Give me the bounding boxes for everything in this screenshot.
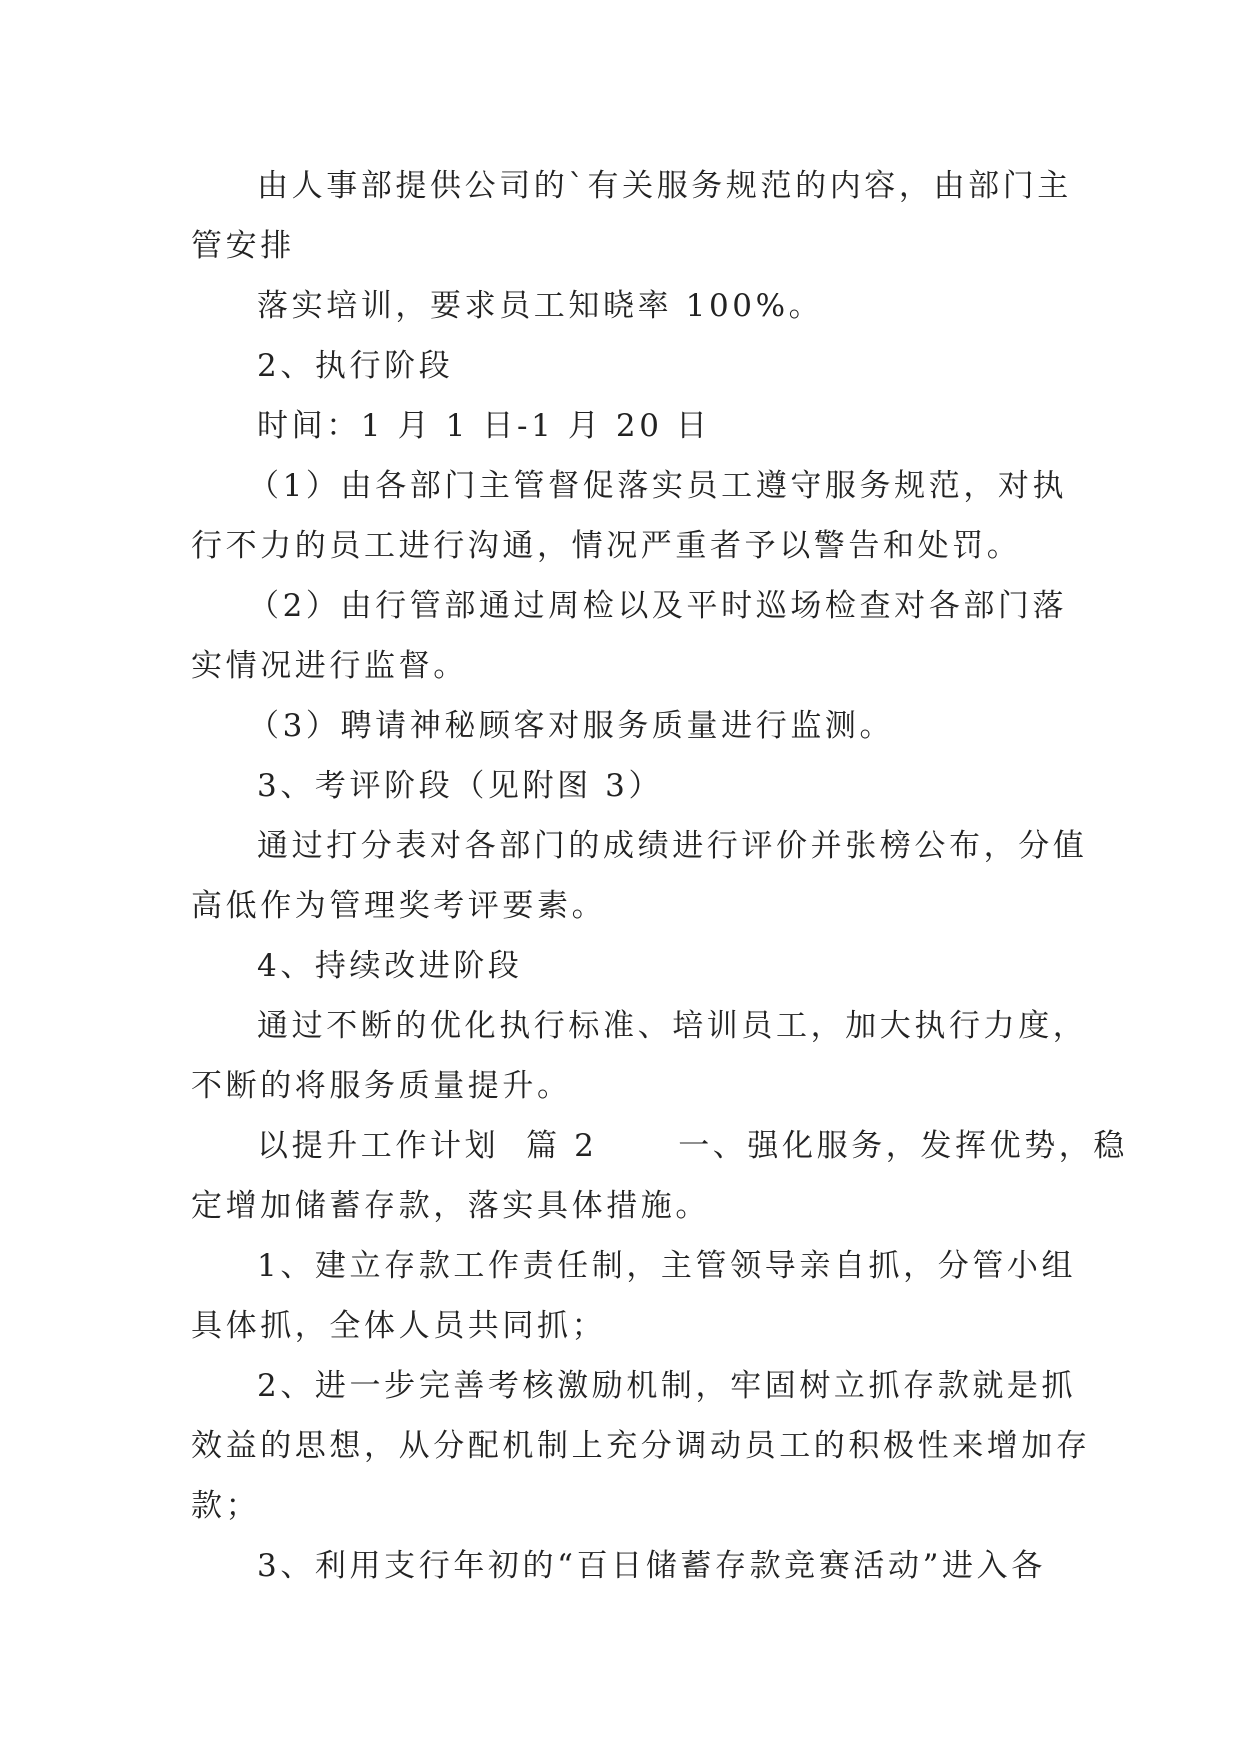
section-heading: 4、持续改进阶段 [257,948,523,984]
paragraph-line: （1）由各部门主管督促落实员工遵守服务规范，对执 [248,468,1068,504]
paragraph-line: 定增加储蓄存款，落实具体措施。 [191,1188,710,1224]
paragraph-line: 高低作为管理奖考评要素。 [191,888,607,924]
paragraph-line: （2）由行管部通过周检以及平时巡场检查对各部门落 [248,588,1068,624]
paragraph-line: （3）聘请神秘顾客对服务质量进行监测。 [248,708,895,744]
paragraph-line: 实情况进行监督。 [191,648,468,684]
paragraph-line: 不断的将服务质量提升。 [191,1068,572,1104]
section-heading: 2、执行阶段 [257,348,454,384]
paragraph-line: 款； [191,1488,261,1524]
paragraph-line: 时间：1 月 1 日-1 月 20 日 [257,408,711,444]
paragraph-line: 由人事部提供公司的`有关服务规范的内容，由部门主 [257,168,1072,204]
paragraph-line: 1、建立存款工作责任制，主管领导亲自抓，分管小组 [257,1248,1077,1284]
paragraph-line: 管安排 [191,228,295,264]
paragraph-line: 具体抓，全体人员共同抓； [191,1308,607,1344]
section-heading: 3、考评阶段（见附图 3） [257,768,664,804]
paragraph-line: 效益的思想，从分配机制上充分调动员工的积极性来增加存 [191,1428,1091,1464]
paragraph-line: 3、利用支行年初的“百日储蓄存款竞赛活动”进入各 [257,1548,1046,1584]
paragraph-line: 落实培训，要求员工知晓率 100%。 [257,288,824,324]
paragraph-line: 行不力的员工进行沟通，情况严重者予以警告和处罚。 [191,528,1022,564]
paragraph-line: 通过打分表对各部门的成绩进行评价并张榜公布，分值 [257,828,1088,864]
paragraph-line: 以提升工作计划 篇 2 一、强化服务，发挥优势，稳 [257,1128,1129,1164]
paragraph-line: 2、进一步完善考核激励机制，牢固树立抓存款就是抓 [257,1368,1077,1404]
paragraph-line: 通过不断的优化执行标准、培训员工，加大执行力度， [257,1008,1088,1044]
